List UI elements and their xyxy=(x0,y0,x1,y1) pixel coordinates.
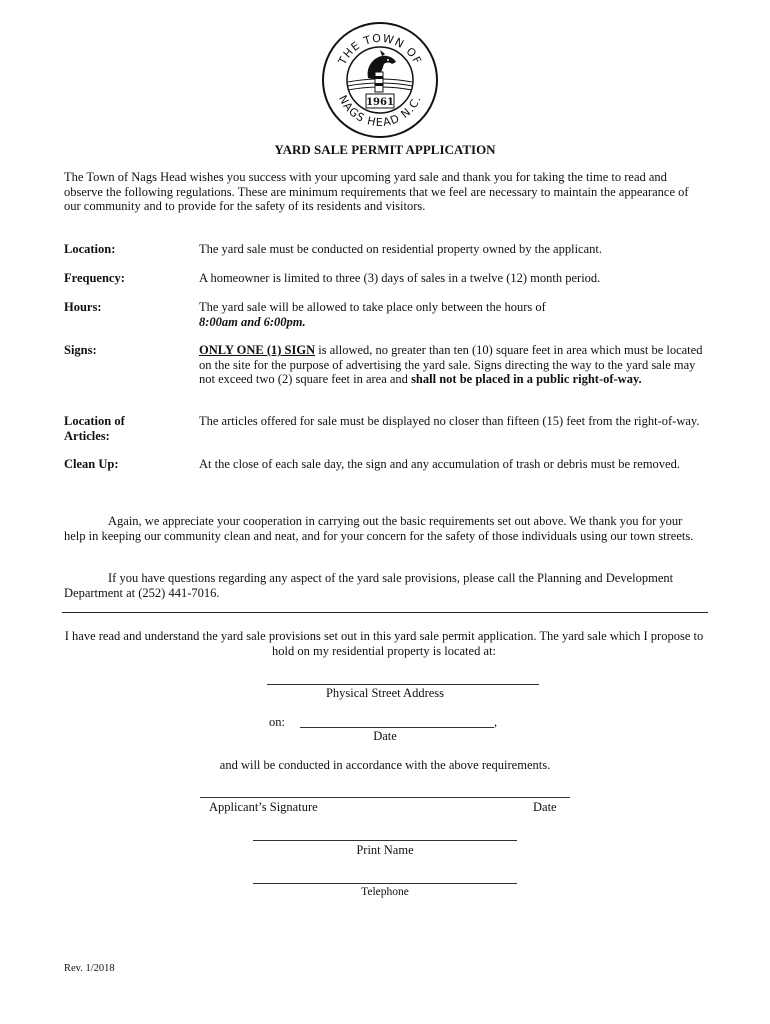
regulation-label: Clean Up: xyxy=(64,457,119,471)
intro-paragraph: The Town of Nags Head wishes you success with your upcoming yard sale and thank you for taking the time to read and observe the following regulations. These are minimum requirements that we feel are necessary to maintain the appearance of our community and to provide for the safety of its residents and visitors. xyxy=(64,170,689,213)
page-title: YARD SALE PERMIT APPLICATION xyxy=(274,142,496,157)
seal-bottom-text: NAGS HEAD N.C. xyxy=(335,93,424,130)
regulation-text: A homeowner is limited to three (3) days of sales in a twelve (12) month period. xyxy=(199,271,601,285)
revision-label: Rev. 1/2018 xyxy=(64,963,115,974)
telephone-caption: Telephone xyxy=(361,886,409,898)
regulation-label: Articles: xyxy=(64,428,110,443)
on-suffix: , xyxy=(494,715,498,729)
regulation-label: Signs: xyxy=(64,343,97,357)
hours-emphasis: 8:00am and 6:00pm. xyxy=(199,314,306,329)
contact-paragraph: If you have questions regarding any aspect of the yard sale provisions, please call the Planning and Development Department at (252) 441-7016. xyxy=(64,571,674,600)
regulation-label: Location: xyxy=(64,242,116,256)
signs-lead: ONLY ONE (1) SIGN xyxy=(199,343,316,357)
section-divider xyxy=(62,612,708,613)
closing-paragraph: Again, we appreciate your cooperation in carrying out the basic requirements set out above. We thank you for your help in keeping our community clean and neat, and for your concern for the safety of those individuals using our town streets. xyxy=(64,514,694,543)
regulation-text: The yard sale will be allowed to take place only between the hours of xyxy=(199,300,546,314)
regulation-label: Hours: xyxy=(64,300,102,314)
seal-top-text: THE TOWN OF xyxy=(335,31,425,67)
town-seal-logo xyxy=(320,20,440,140)
signature-date-caption: Date xyxy=(533,800,557,814)
signature-caption: Applicant’s Signature xyxy=(209,800,318,814)
lighthouse-icon xyxy=(375,72,383,92)
on-label: on: xyxy=(269,715,285,729)
print-name-field-line[interactable] xyxy=(253,840,517,841)
regulation-text: The articles offered for sale must be displayed no closer than fifteen (15) feet from the right-of-way. xyxy=(199,414,700,428)
regulation-text: At the close of each sale day, the sign and any accumulation of trash or debris must be removed. xyxy=(199,457,680,471)
regulation-label: Frequency: xyxy=(64,271,125,285)
telephone-field-line[interactable] xyxy=(253,883,517,884)
declaration-text: I have read and understand the yard sale provisions set out in this yard sale permit application. The yard sale which I propose to hold on my residential property is located at: xyxy=(64,629,704,658)
regulation-text: The yard sale must be conducted on residential property owned by the applicant. xyxy=(199,242,602,256)
address-caption: Physical Street Address xyxy=(325,686,445,700)
date-field-line[interactable] xyxy=(300,727,494,728)
conduct-text: and will be conducted in accordance with the above requirements. xyxy=(219,758,551,772)
address-field-line[interactable] xyxy=(267,684,539,685)
signs-emphasis: shall not be placed in a public right-of-way. xyxy=(411,372,642,386)
regulation-text: is allowed, no greater than ten (10) square feet in area which must be located on the site for the purpose of advertising the yard sale. Signs directing the way to the yard sale may not exceed two (2) square feet in area and xyxy=(199,343,703,386)
regulation-label: Location of xyxy=(64,414,125,428)
signature-field-line[interactable] xyxy=(200,797,570,798)
date-caption: Date xyxy=(373,729,397,743)
seal-year: 1961 xyxy=(366,97,394,108)
print-name-caption: Print Name xyxy=(356,843,414,857)
